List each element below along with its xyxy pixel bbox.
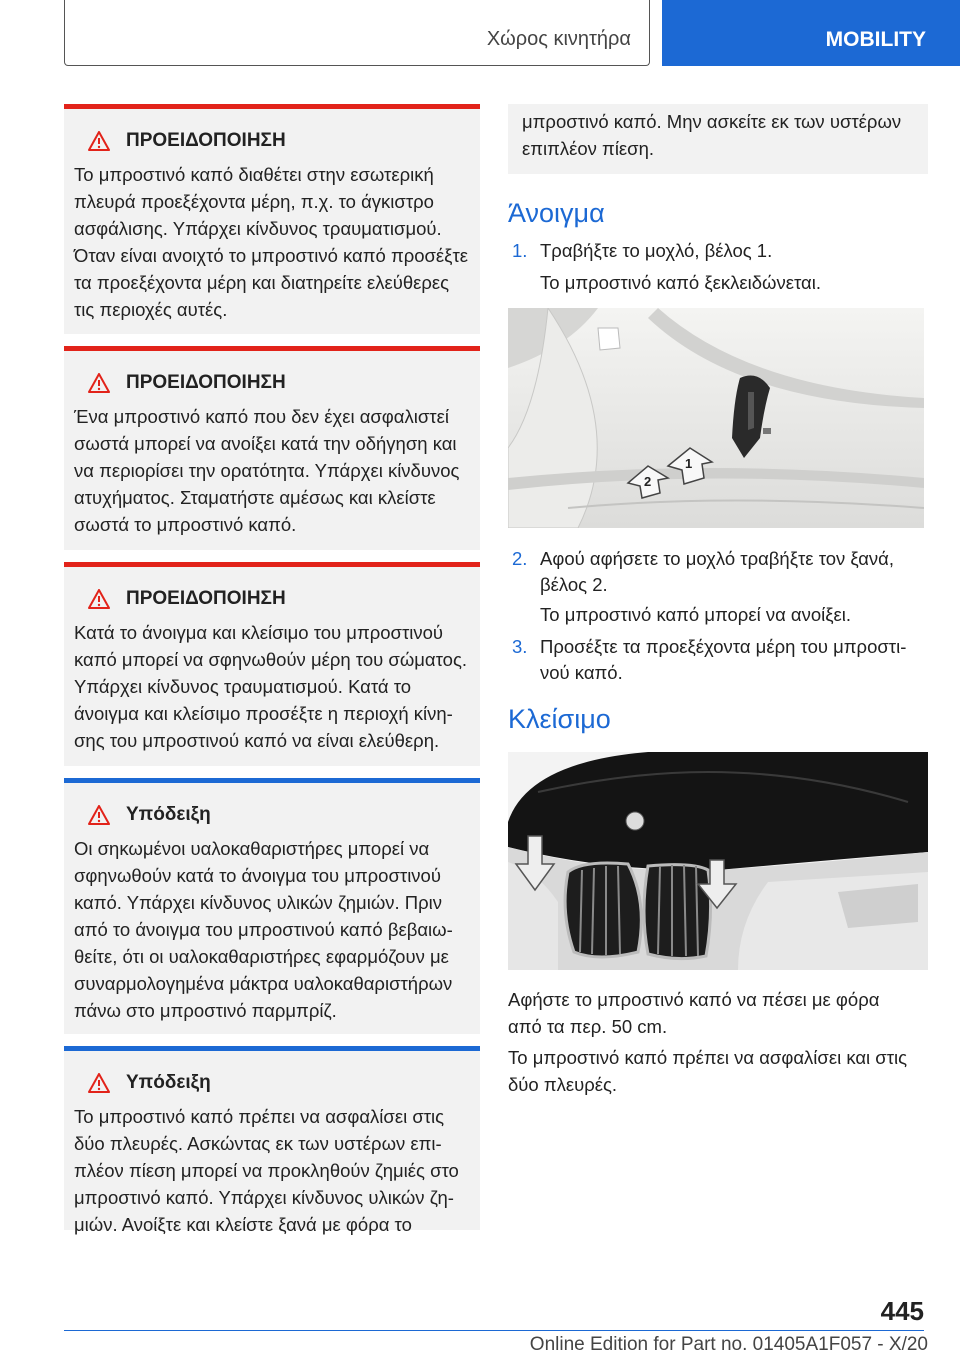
note-text-line: μιών. Ανοίξτε και κλείστε ξανά με φόρα το (74, 1214, 412, 1235)
arrow-label-1: 1 (685, 456, 693, 471)
step-item (508, 546, 928, 598)
warning-text-line: σωστά μπορεί να ανοίξει κατά την οδήγηση και (74, 433, 457, 454)
closing-paragraph (508, 986, 928, 1040)
warning-box (64, 346, 480, 550)
footer-edition-link[interactable]: Online Edition for Part no. 01405A1F057 - X/20 (529, 1334, 928, 1355)
warning-text-line: Ένα μπροστινό καπό που δεν έχει ασφαλιστεί (74, 406, 449, 427)
warning-title-text: ΠΡΟΕΙΔΟΠΟΙΗΣΗ (126, 130, 286, 151)
header-chapter-tab[interactable] (662, 0, 960, 66)
note-text-line: σφηνωθούν κατά το άνοιγμα του μπροστινού (74, 865, 441, 886)
warning-text-line: Κατά το άνοιγμα και κλείσιμο του μπροστινού (74, 622, 444, 643)
warning-title-text: ΠΡΟΕΙΔΟΠΟΙΗΣΗ (126, 588, 286, 609)
note-box (64, 778, 480, 1034)
warning-text-line: Το μπροστινό καπό διαθέτει στην εσωτερική (74, 164, 434, 185)
header-section-box (64, 0, 650, 66)
release-lever-figure (508, 308, 924, 528)
header-chapter-label: MOBILITY (825, 28, 926, 51)
warning-text-line: άνοιγμα και κλείσιμο προσέξτε η περιοχή κίνη- (74, 703, 453, 724)
warning-title (74, 367, 470, 399)
note-text-line: καπό. Υπάρχει κίνδυνος υλικών ζημιών. Πριν (74, 892, 443, 913)
paragraph-line: από τα περ. 50 cm. (508, 1016, 668, 1037)
header-section-title: Χώρος κινητήρα (486, 28, 631, 50)
step-text: Προσέξτε τα προεξέχοντα μέρη του μπροστι- (540, 636, 907, 657)
note-title (74, 1067, 470, 1099)
note-text-line: συναρμολογημένα μάκτρα υαλοκαθαριστήρων (74, 973, 453, 994)
warning-triangle-icon (88, 373, 110, 393)
warning-text-line: καπό μπορεί να σφηνωθούν μέρη του σώματος. (74, 649, 468, 670)
warning-text-line: σωστά το μπροστινό καπό. (74, 514, 297, 535)
warning-text-line: ασφάλισης. Υπάρχει κίνδυνος τραυματισμού. (74, 218, 442, 239)
warning-text-line: τις περιοχές αυτές. (74, 299, 228, 320)
warning-title (74, 583, 470, 615)
note-text-line: Οι σηκωμένοι υαλοκαθαριστήρες μπορεί να (74, 838, 430, 859)
paragraph-line: Το μπροστινό καπό πρέπει να ασφαλίσει και στις (508, 1047, 908, 1068)
note-text-line: δύο πλευρές. Ασκώντας εκ των υστέρων επι- (74, 1133, 442, 1154)
note-text-line: μπροστινό καπό. Μην ασκείτε εκ των υστέρων (522, 111, 902, 132)
warning-text-line: Υπάρχει κίνδυνος τραυματισμού. Κατά το (74, 676, 412, 697)
section-heading-opening: Άνοιγμα (508, 198, 605, 228)
warning-text-line: να περιορίσει την ορατότητα. Υπάρχει κίνδυνος (74, 460, 460, 481)
arrow-label-2: 2 (644, 474, 652, 489)
step-result: Το μπροστινό καπό ξεκλειδώνεται. (540, 272, 821, 293)
note-text-line: από το άνοιγμα του μπροστινού καπό βεβαιω- (74, 919, 453, 940)
paragraph-line: Αφήστε το μπροστινό καπό να πέσει με φόρα (508, 989, 880, 1010)
note-text-line: Το μπροστινό καπό πρέπει να ασφαλίσει στις (74, 1106, 445, 1127)
note-text-line: πλέον πίεση μπορεί να προκληθούν ζημιές στο (74, 1160, 459, 1181)
warning-text-line: τα προεξέχοντα μέρη και διατηρείτε ελεύθερες (74, 272, 450, 293)
warning-title-text: ΠΡΟΕΙΔΟΠΟΙΗΣΗ (126, 372, 286, 393)
warning-triangle-icon (88, 1073, 110, 1093)
step-number: 3. (512, 636, 528, 657)
step-result: Το μπροστινό καπό μπορεί να ανοίξει. (540, 604, 852, 625)
note-box (64, 1046, 480, 1235)
note-text-line: μπροστινό καπό. Υπάρχει κίνδυνος υλικών ζη- (74, 1187, 454, 1208)
section-heading-closing: Κλείσιμο (508, 704, 611, 734)
warning-triangle-icon (88, 589, 110, 609)
warning-text-line: σης του μπροστινού καπό να είναι ελεύθερη. (74, 730, 440, 751)
note-continuation-box (508, 104, 928, 174)
note-title (74, 799, 470, 831)
step-number: 1. (512, 240, 528, 261)
paragraph-line: δύο πλευρές. (508, 1074, 618, 1095)
note-text-line: πάνω στο μπροστινό παρμπρίζ. (74, 1000, 337, 1021)
note-text-line: θείτε, ότι οι υαλοκαθαριστήρες εφαρμόζουν με (74, 946, 449, 967)
warning-triangle-icon (88, 131, 110, 151)
note-title-text: Υπόδειξη (126, 804, 211, 825)
hood-closing-figure (508, 752, 928, 970)
step-text: Τραβήξτε το μοχλό, βέλος 1. (540, 240, 773, 261)
step-text: νού καπό. (540, 662, 623, 683)
closing-paragraph (508, 1044, 928, 1098)
step-number: 2. (512, 548, 528, 569)
warning-box (64, 104, 480, 334)
warning-text-line: ατυχήματος. Σταματήστε αμέσως και κλείστε (74, 487, 436, 508)
note-title-text: Υπόδειξη (126, 1072, 211, 1093)
warning-text-line: πλευρά προεξέχοντα μέρη, π.χ. το άγκιστρο (74, 191, 434, 212)
step-item (508, 634, 928, 686)
warning-box (64, 562, 480, 766)
page-number: 445 (880, 1296, 924, 1326)
step-text: βέλος 2. (540, 574, 608, 595)
step-text: Αφού αφήσετε το μοχλό τραβήξτε τον ξανά, (540, 548, 894, 569)
warning-text-line: Όταν είναι ανοιχτό το μπροστινό καπό προσέξτε (74, 245, 469, 266)
step-item (508, 238, 928, 264)
note-text-line: επιπλέον πίεση. (522, 138, 655, 159)
footer-divider (64, 1330, 924, 1331)
warning-title (74, 125, 470, 157)
warning-triangle-icon (88, 805, 110, 825)
